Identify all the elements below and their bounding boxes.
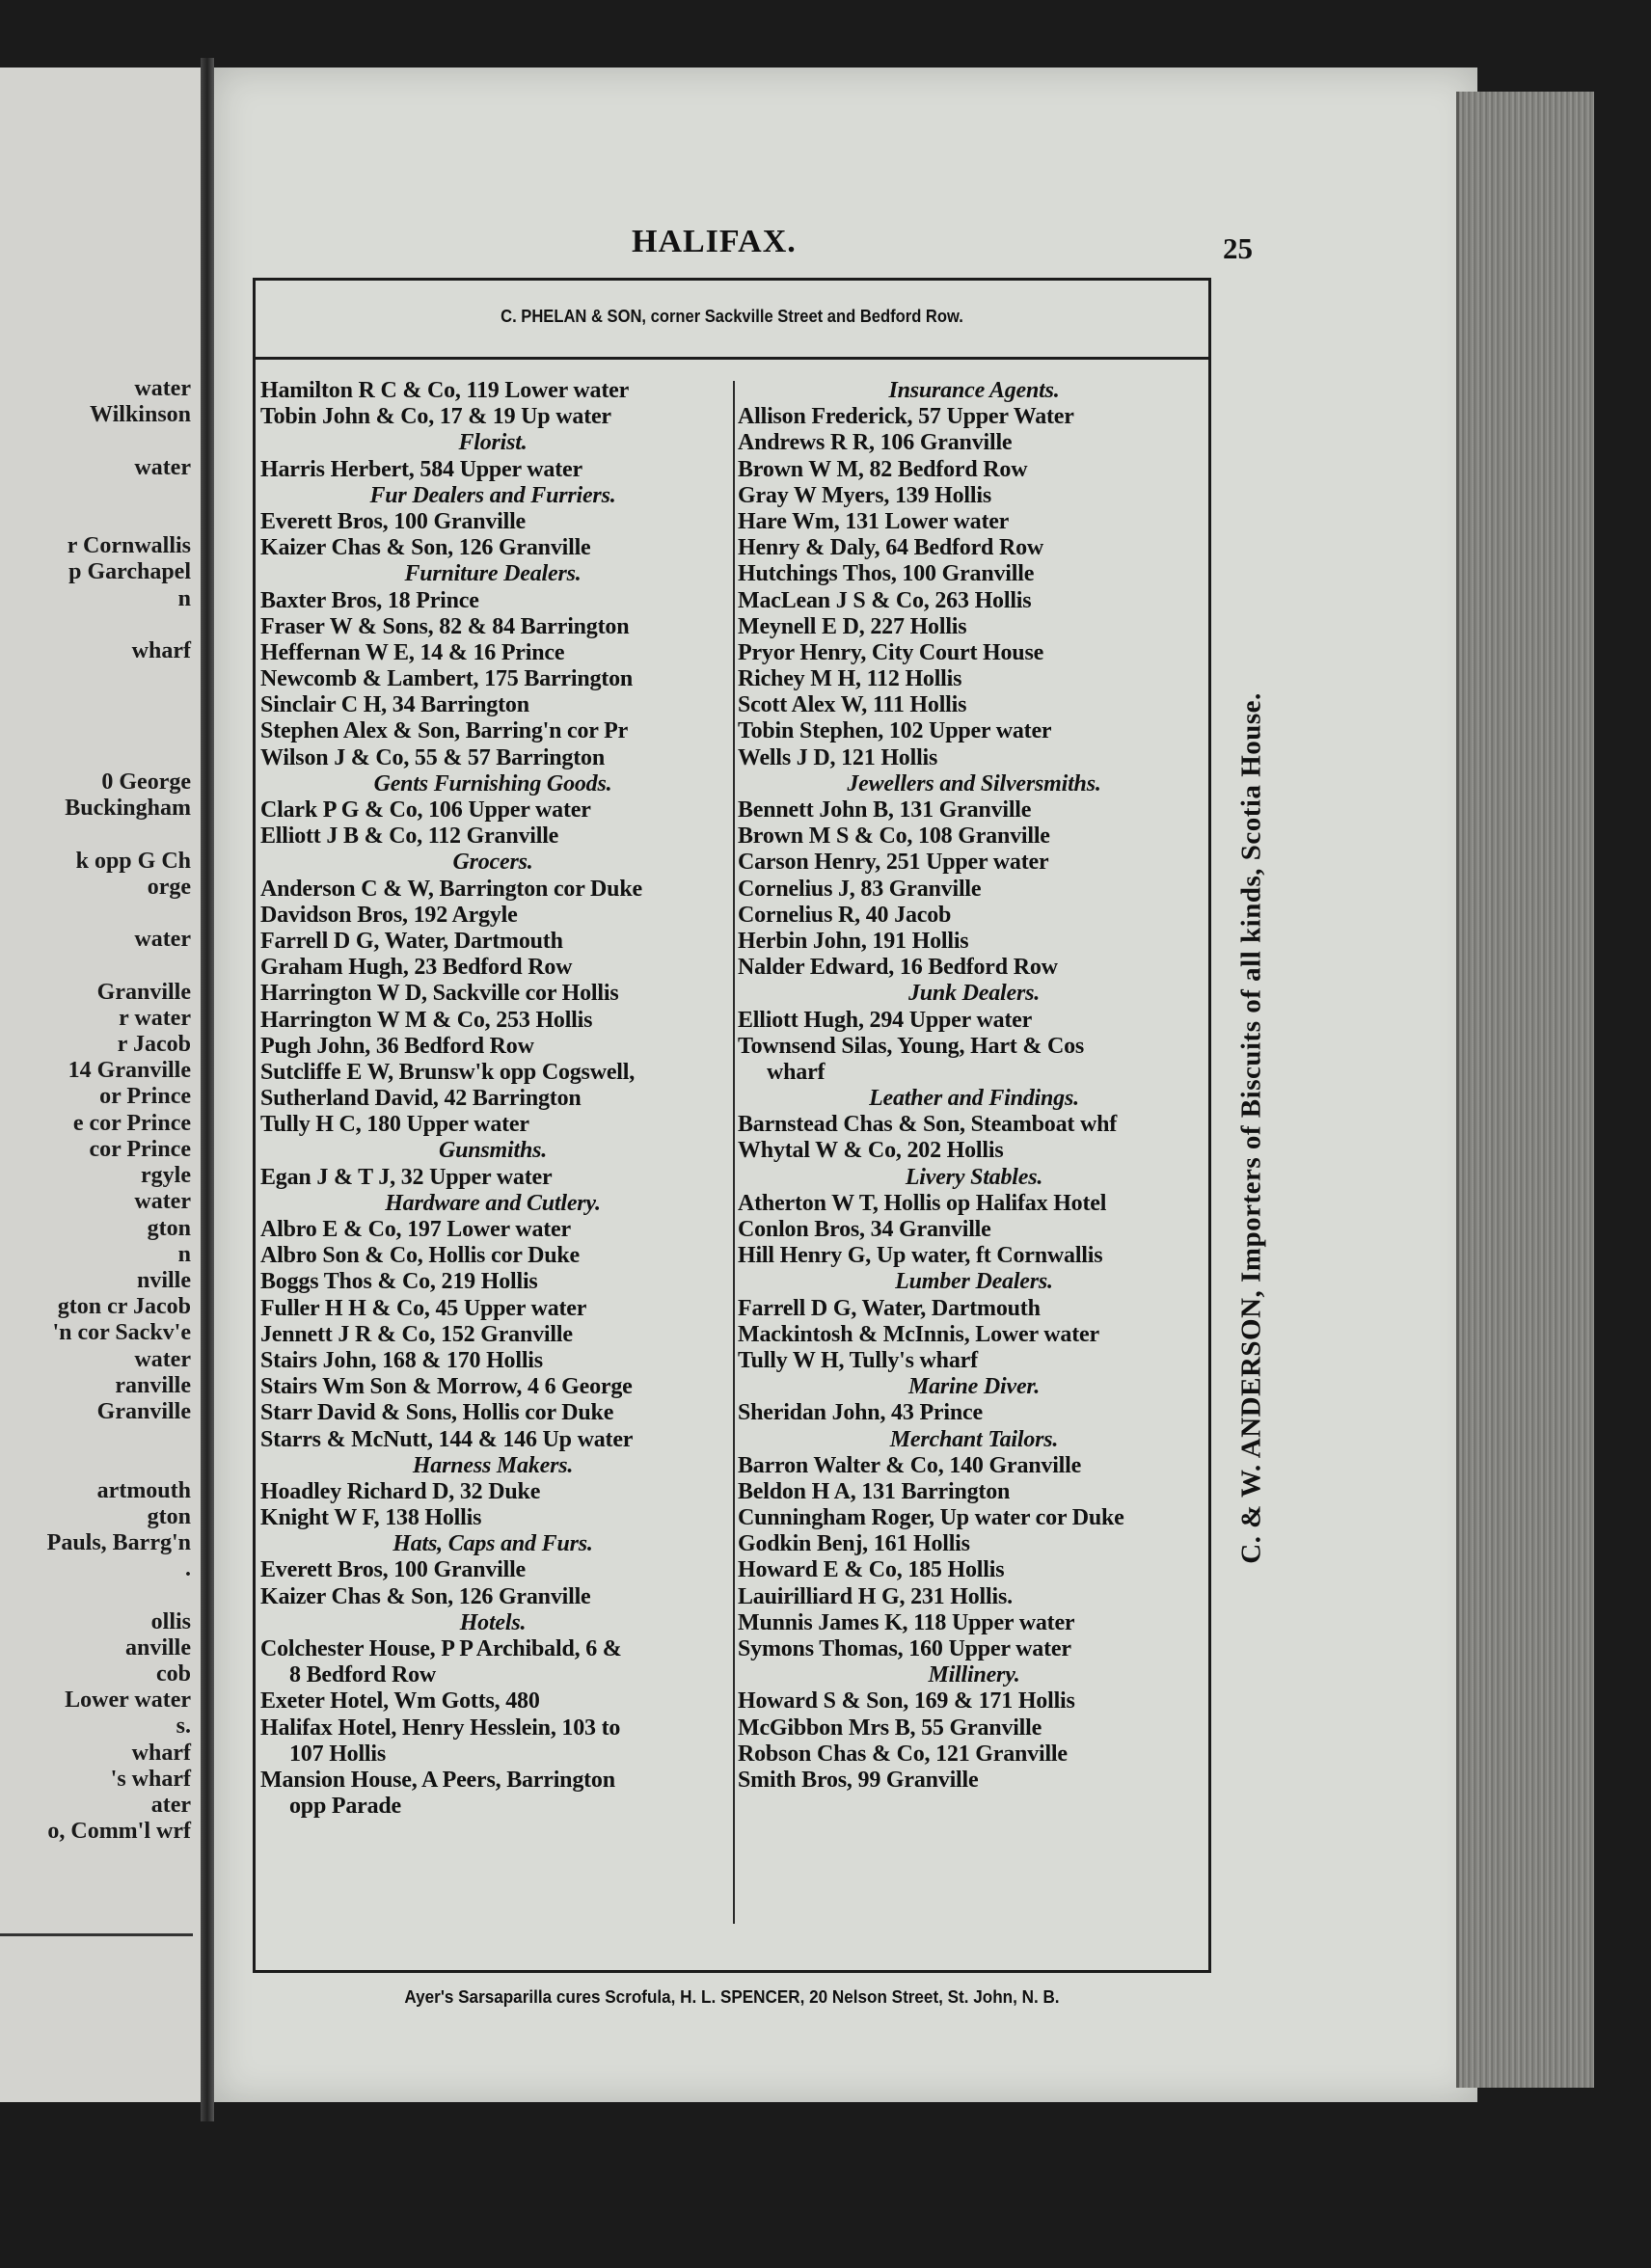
directory-entry: Fraser W & Sons, 82 & 84 Barrington xyxy=(260,613,630,639)
section-heading: Hats, Caps and Furs. xyxy=(392,1531,593,1557)
directory-entry: Townsend Silas, Young, Hart & Cos xyxy=(738,1033,1085,1059)
directory-entry: Smith Bros, 99 Granville xyxy=(738,1767,979,1793)
directory-entry: Conlon Bros, 34 Granville xyxy=(738,1217,991,1242)
section-heading: Florist. xyxy=(458,430,528,456)
book-spine-shadow xyxy=(201,58,214,2121)
section-heading: Fur Dealers and Furriers. xyxy=(369,482,616,508)
directory-entry: Wilson J & Co, 55 & 57 Barrington xyxy=(260,744,605,770)
section-heading: Harness Makers. xyxy=(412,1452,574,1478)
directory-entry-continuation: wharf xyxy=(767,1059,826,1085)
directory-entry: Sutherland David, 42 Barrington xyxy=(260,1086,582,1112)
section-heading: Merchant Tailors. xyxy=(889,1426,1059,1452)
directory-entry: Davidson Bros, 192 Argyle xyxy=(260,902,518,928)
section-heading: Junk Dealers. xyxy=(907,981,1041,1007)
section-heading: Insurance Agents. xyxy=(888,378,1060,403)
top-advertisement-banner: C. PHELAN & SON, corner Sackville Street and Bedford Row. xyxy=(501,307,963,326)
directory-entry: Barnstead Chas & Son, Steamboat whf xyxy=(738,1112,1118,1138)
section-heading: Lumber Dealers. xyxy=(895,1269,1053,1295)
directory-entry: Sinclair C H, 34 Barrington xyxy=(260,692,529,718)
left-facing-page xyxy=(0,68,203,2102)
directory-entry: Hutchings Thos, 100 Granville xyxy=(738,561,1035,587)
directory-entry: Exeter Hotel, Wm Gotts, 480 xyxy=(260,1688,540,1714)
directory-entry: Stephen Alex & Son, Barring'n cor Pr xyxy=(260,718,629,744)
directory-entry: Jennett J R & Co, 152 Granville xyxy=(260,1321,573,1347)
directory-entry: Nalder Edward, 16 Bedford Row xyxy=(738,955,1058,981)
directory-entry: Boggs Thos & Co, 219 Hollis xyxy=(260,1269,538,1295)
column-divider xyxy=(733,381,735,1924)
section-heading: Marine Diver. xyxy=(907,1374,1041,1400)
directory-entry: Heffernan W E, 14 & 16 Prince xyxy=(260,639,565,665)
directory-entry: Brown M S & Co, 108 Granville xyxy=(738,824,1050,850)
directory-entry: Mansion House, A Peers, Barrington xyxy=(260,1767,615,1793)
directory-entry: Whytal W & Co, 202 Hollis xyxy=(738,1138,1004,1164)
page-number: 25 xyxy=(1223,231,1253,265)
directory-entry: Pugh John, 36 Bedford Row xyxy=(260,1033,534,1059)
directory-entry: Hare Wm, 131 Lower water xyxy=(738,508,1010,534)
directory-entry: Kaizer Chas & Son, 126 Granville xyxy=(260,1583,591,1609)
directory-entry: Cornelius J, 83 Granville xyxy=(738,876,982,902)
directory-entry: Elliott J B & Co, 112 Granville xyxy=(260,824,559,850)
directory-entry: Hamilton R C & Co, 119 Lower water xyxy=(260,378,630,403)
directory-entry: Albro E & Co, 197 Lower water xyxy=(260,1217,571,1242)
left-page-bottom-rule xyxy=(0,1933,193,1936)
left-page-fragments: water Wilkinson water r Cornwallis p Garchapel n wharf 0 George Buckingham k opp G Ch orge water Granville r water r Jacob 14 Granville or Prince e cor Prince cor Prince rgyle water gton n nville gton cr Jacob 'n cor Sackv'e water ranville Granville artmouth gton Pauls, Barrg'n . ollis anville cob Lower water s. wharf 's wharf ater o, Comm'l wrf xyxy=(46,376,191,1845)
directory-entry: Lauirilliard H G, 231 Hollis. xyxy=(738,1583,1013,1609)
directory-entry: Robson Chas & Co, 121 Granville xyxy=(738,1741,1068,1767)
directory-entry: Newcomb & Lambert, 175 Barrington xyxy=(260,666,634,692)
section-heading: Hotels. xyxy=(459,1609,527,1635)
directory-entry: Sutcliffe E W, Brunsw'k opp Cogswell, xyxy=(260,1059,636,1085)
directory-entry: Wells J D, 121 Hollis xyxy=(738,744,938,770)
directory-entry: Baxter Bros, 18 Prince xyxy=(260,587,479,613)
directory-entry: Everett Bros, 100 Granville xyxy=(260,1557,527,1583)
directory-entry: Albro Son & Co, Hollis cor Duke xyxy=(260,1243,580,1269)
section-heading: Leather and Findings. xyxy=(869,1086,1079,1112)
banner-rule xyxy=(253,357,1211,360)
section-heading: Furniture Dealers. xyxy=(404,561,582,587)
section-heading: Grocers. xyxy=(452,850,533,876)
directory-entry: Allison Frederick, 57 Upper Water xyxy=(738,404,1074,430)
directory-entry: Symons Thomas, 160 Upper water xyxy=(738,1636,1071,1661)
directory-entry: Tobin John & Co, 17 & 19 Up water xyxy=(260,404,611,430)
directory-entry: Starrs & McNutt, 144 & 146 Up water xyxy=(260,1426,634,1452)
directory-entry: Brown W M, 82 Bedford Row xyxy=(738,456,1028,482)
directory-entry: Kaizer Chas & Son, 126 Granville xyxy=(260,535,591,561)
directory-right-column xyxy=(738,378,1210,1794)
directory-entry-continuation: 8 Bedford Row xyxy=(289,1662,437,1688)
directory-entry: Mackintosh & McInnis, Lower water xyxy=(738,1321,1099,1347)
directory-entry: Everett Bros, 100 Granville xyxy=(260,508,527,534)
footer-advertisement: Ayer's Sarsaparilla cures Scrofula, H. L. SPENCER, 20 Nelson Street, St. John, N. B. xyxy=(404,1987,1060,2007)
side-advertisement xyxy=(1223,444,1281,1813)
section-heading: Hardware and Cutlery. xyxy=(385,1190,601,1216)
directory-entry: Tobin Stephen, 102 Upper water xyxy=(738,718,1052,744)
directory-entry: Farrell D G, Water, Dartmouth xyxy=(738,1295,1041,1321)
directory-entry: Fuller H H & Co, 45 Upper water xyxy=(260,1295,587,1321)
directory-entry: Anderson C & W, Barrington cor Duke xyxy=(260,876,642,902)
directory-entry: Knight W F, 138 Hollis xyxy=(260,1505,482,1531)
section-heading: Gunsmiths. xyxy=(438,1138,548,1164)
directory-entry: Colchester House, P P Archibald, 6 & xyxy=(260,1636,622,1661)
directory-entry: Carson Henry, 251 Upper water xyxy=(738,850,1049,876)
directory-entry: Cunningham Roger, Up water cor Duke xyxy=(738,1505,1124,1531)
directory-entry: Starr David & Sons, Hollis cor Duke xyxy=(260,1400,614,1426)
side-advertisement-text: C. & W. ANDERSON, Importers of Biscuits of all kinds, Scotia House. xyxy=(1235,692,1267,1564)
directory-entry: Halifax Hotel, Henry Hesslein, 103 to xyxy=(260,1714,621,1741)
page-edges xyxy=(1456,92,1594,2088)
directory-entry: Harrington W M & Co, 253 Hollis xyxy=(260,1007,593,1033)
directory-left-column xyxy=(260,378,725,1820)
directory-entry: Barron Walter & Co, 140 Granville xyxy=(738,1452,1082,1478)
directory-entry: Elliott Hugh, 294 Upper water xyxy=(738,1007,1033,1033)
running-head: HALIFAX. xyxy=(632,224,797,259)
directory-entry: Howard E & Co, 185 Hollis xyxy=(738,1557,1005,1583)
directory-entry: Farrell D G, Water, Dartmouth xyxy=(260,928,563,954)
section-heading: Millinery. xyxy=(928,1662,1020,1688)
directory-entry: McGibbon Mrs B, 55 Granville xyxy=(738,1714,1042,1741)
directory-entry: Stairs John, 168 & 170 Hollis xyxy=(260,1347,543,1373)
directory-entry: Howard S & Son, 169 & 171 Hollis xyxy=(738,1688,1075,1714)
directory-entry: Meynell E D, 227 Hollis xyxy=(738,613,967,639)
directory-entry: Harris Herbert, 584 Upper water xyxy=(260,456,582,482)
directory-entry: Tully H C, 180 Upper water xyxy=(260,1112,529,1138)
directory-entry: Bennett John B, 131 Granville xyxy=(738,797,1032,823)
directory-entry: Graham Hugh, 23 Bedford Row xyxy=(260,955,573,981)
directory-entry: Egan J & T J, 32 Upper water xyxy=(260,1164,553,1190)
directory-entry: Harrington W D, Sackville cor Hollis xyxy=(260,981,619,1007)
directory-entry: Gray W Myers, 139 Hollis xyxy=(738,482,991,508)
directory-entry: Hoadley Richard D, 32 Duke xyxy=(260,1478,541,1504)
directory-entry-continuation: opp Parade xyxy=(289,1794,402,1820)
directory-entry: Herbin John, 191 Hollis xyxy=(738,928,969,954)
directory-entry: Beldon H A, 131 Barrington xyxy=(738,1478,1011,1504)
directory-entry: Henry & Daly, 64 Bedford Row xyxy=(738,535,1044,561)
section-heading: Jewellers and Silversmiths. xyxy=(847,770,1101,796)
directory-entry: Munnis James K, 118 Upper water xyxy=(738,1609,1075,1635)
directory-entry: MacLean J S & Co, 263 Hollis xyxy=(738,587,1032,613)
directory-entry: Tully W H, Tully's wharf xyxy=(738,1347,978,1373)
section-heading: Livery Stables. xyxy=(905,1164,1043,1190)
directory-entry: Andrews R R, 106 Granville xyxy=(738,430,1013,456)
directory-entry: Godkin Benj, 161 Hollis xyxy=(738,1531,970,1557)
section-heading: Gents Furnishing Goods. xyxy=(373,770,612,796)
directory-entry: Sheridan John, 43 Prince xyxy=(738,1400,983,1426)
directory-entry: Atherton W T, Hollis op Halifax Hotel xyxy=(738,1190,1107,1216)
directory-entry: Scott Alex W, 111 Hollis xyxy=(738,692,967,718)
directory-entry: Pryor Henry, City Court House xyxy=(738,639,1044,665)
directory-entry-continuation: 107 Hollis xyxy=(289,1741,387,1767)
directory-entry: Hill Henry G, Up water, ft Cornwallis xyxy=(738,1243,1103,1269)
directory-entry: Stairs Wm Son & Morrow, 4 6 George xyxy=(260,1374,633,1400)
directory-entry: Cornelius R, 40 Jacob xyxy=(738,902,952,928)
directory-entry: Clark P G & Co, 106 Upper water xyxy=(260,797,591,823)
directory-entry: Richey M H, 112 Hollis xyxy=(738,666,962,692)
